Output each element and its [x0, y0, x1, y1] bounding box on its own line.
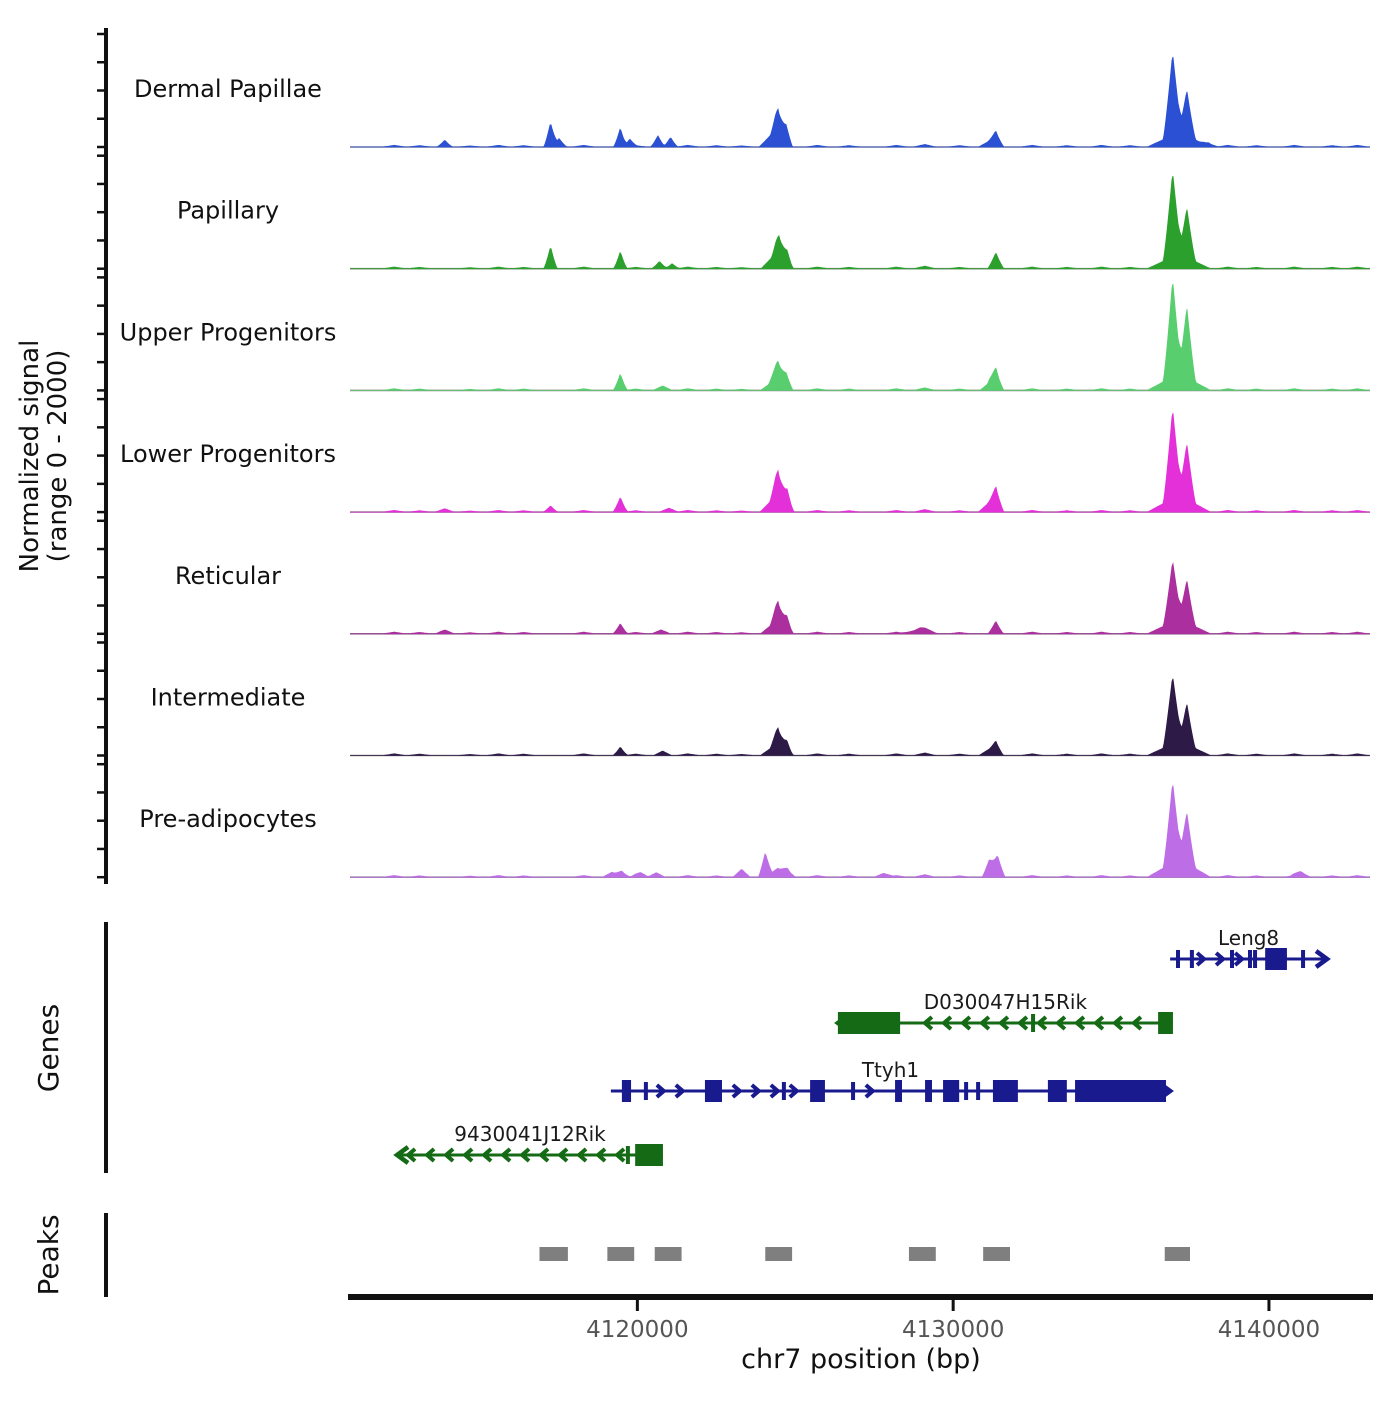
exon-tick	[644, 1082, 648, 1100]
peak-interval	[1165, 1247, 1190, 1261]
gene-Ttyh1	[611, 1058, 1170, 1102]
track-labels	[120, 75, 337, 833]
track-label-upper-progenitors: Upper Progenitors	[119, 318, 337, 347]
exon-box	[1075, 1080, 1166, 1102]
x-axis	[348, 1297, 1373, 1343]
signal-tracks	[350, 57, 1370, 877]
exon-tick	[964, 1082, 968, 1100]
exon-box	[622, 1080, 631, 1102]
exon-tick	[1176, 950, 1180, 968]
gene-9430041J12Rik	[397, 1122, 663, 1166]
x-tick-label: 4130000	[901, 1317, 1005, 1343]
genes-section-label: Genes	[32, 1003, 65, 1093]
exon-tick	[782, 1082, 786, 1100]
exon-box	[943, 1080, 959, 1102]
signal-area-pre-adipocytes	[350, 786, 1370, 878]
exon-tick	[1248, 950, 1252, 968]
track-label-papillary: Papillary	[176, 196, 280, 225]
exon-box	[1158, 1012, 1173, 1034]
gene-label: 9430041J12Rik	[454, 1122, 606, 1146]
exon-tick	[851, 1082, 855, 1100]
exon-tick	[1301, 950, 1305, 968]
exon-box	[705, 1080, 722, 1102]
peak-interval	[607, 1247, 634, 1261]
gene-label: Ttyh1	[861, 1058, 920, 1082]
gene-label: Leng8	[1217, 926, 1280, 950]
y-axis-label-line2: (range 0 - 2000)	[43, 349, 73, 563]
exon-box	[1265, 948, 1287, 970]
track-label-lower-progenitors: Lower Progenitors	[120, 440, 336, 469]
exon-box	[635, 1144, 663, 1166]
exon-tick	[976, 1082, 980, 1100]
gene-label: D030047H15Rik	[923, 990, 1088, 1014]
track-label-dermal-papillae: Dermal Papillae	[134, 75, 322, 103]
exon-box	[810, 1080, 825, 1102]
x-tick-label: 4120000	[586, 1317, 689, 1343]
exon-box	[993, 1080, 1018, 1102]
signal-area-lower-progenitors	[350, 413, 1370, 512]
exon-tick	[626, 1146, 630, 1164]
peaks-track	[539, 1247, 1190, 1261]
peak-interval	[539, 1247, 567, 1261]
peak-interval	[983, 1247, 1010, 1261]
peak-interval	[765, 1247, 792, 1261]
track-label-reticular: Reticular	[174, 561, 282, 590]
exon-box	[838, 1012, 900, 1034]
x-tick-label: 4140000	[1217, 1317, 1321, 1343]
y-axis-label-line1: Normalized signal	[15, 339, 45, 573]
x-axis-title: chr7 position (bp)	[741, 1344, 981, 1375]
exon-tick	[1230, 950, 1234, 968]
signal-area-papillary	[350, 176, 1370, 269]
exon-box	[895, 1080, 902, 1102]
signal-area-upper-progenitors	[350, 284, 1370, 390]
gene-D030047H15Rik	[838, 990, 1173, 1034]
track-label-intermediate: Intermediate	[150, 683, 306, 712]
genes-track	[397, 926, 1327, 1166]
exon-tick	[1253, 950, 1257, 968]
gene-Leng8	[1170, 926, 1327, 970]
signal-area-intermediate	[350, 679, 1370, 756]
track-label-pre-adipocytes: Pre-adipocytes	[139, 805, 317, 834]
signal-area-reticular	[350, 564, 1370, 634]
exon-box	[925, 1080, 932, 1102]
exon-tick	[1031, 1014, 1035, 1032]
peaks-section-label: Peaks	[32, 1214, 65, 1296]
peak-interval	[909, 1247, 936, 1261]
exon-box	[1048, 1080, 1067, 1102]
signal-area-dermal-papillae	[350, 57, 1370, 147]
peak-interval	[655, 1247, 682, 1261]
exon-tick	[1190, 950, 1194, 968]
